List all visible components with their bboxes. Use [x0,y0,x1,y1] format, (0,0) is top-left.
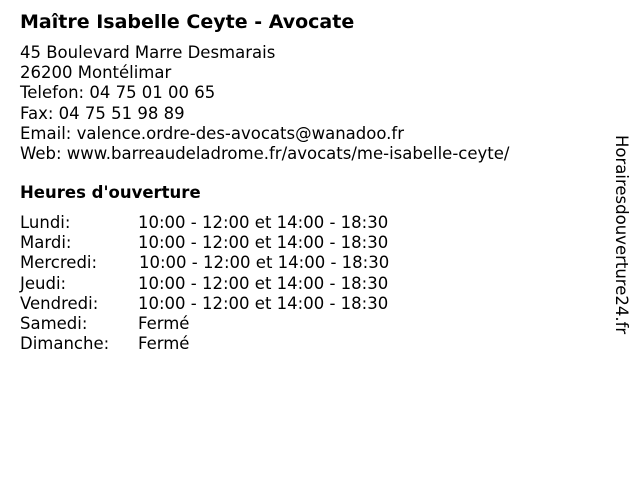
site-brand-watermark: Horairesdouverture24.fr [612,135,631,335]
day-label: Lundi: [20,213,71,232]
web-text: Web: www.barreaudeladrome.fr/avocats/me-isabelle-ceyte/ [20,143,510,163]
day-label: Mercredi: [20,253,98,273]
day-label: Dimanche: [20,334,110,354]
time-value: 10:00 - 12:00 et 14:00 - 18:30 [138,293,389,313]
address-street: 45 Boulevard Marre Desmarais [20,43,276,62]
time-value: 10:00 - 12:00 et 14:00 - 18:30 [139,253,390,273]
day-label: Jeudi: [20,273,67,293]
address-city: 26200 Montélimar [20,63,172,83]
time-value: Fermé [138,334,190,354]
email-text: Email: valence.ordre-des-avocats@wanadoo.fr [20,123,404,143]
day-label: Mardi: [20,233,72,253]
time-value: Fermé [138,313,190,333]
day-label: Samedi: [20,313,88,333]
day-label: Vendredi: [20,293,99,313]
time-value: 10:00 - 12:00 et 14:00 - 18:30 [138,213,389,232]
phone-text: Telefon: 04 75 01 00 65 [20,83,216,103]
hours-heading: Heures d'ouverture [20,183,201,202]
business-title: Maître Isabelle Ceyte - Avocate [20,11,355,33]
time-value: 10:00 - 12:00 et 14:00 - 18:30 [138,273,389,293]
contact-block [20,43,509,164]
fax-text: Fax: 04 75 51 98 89 [20,103,185,123]
time-value: 10:00 - 12:00 et 14:00 - 18:30 [138,233,389,253]
